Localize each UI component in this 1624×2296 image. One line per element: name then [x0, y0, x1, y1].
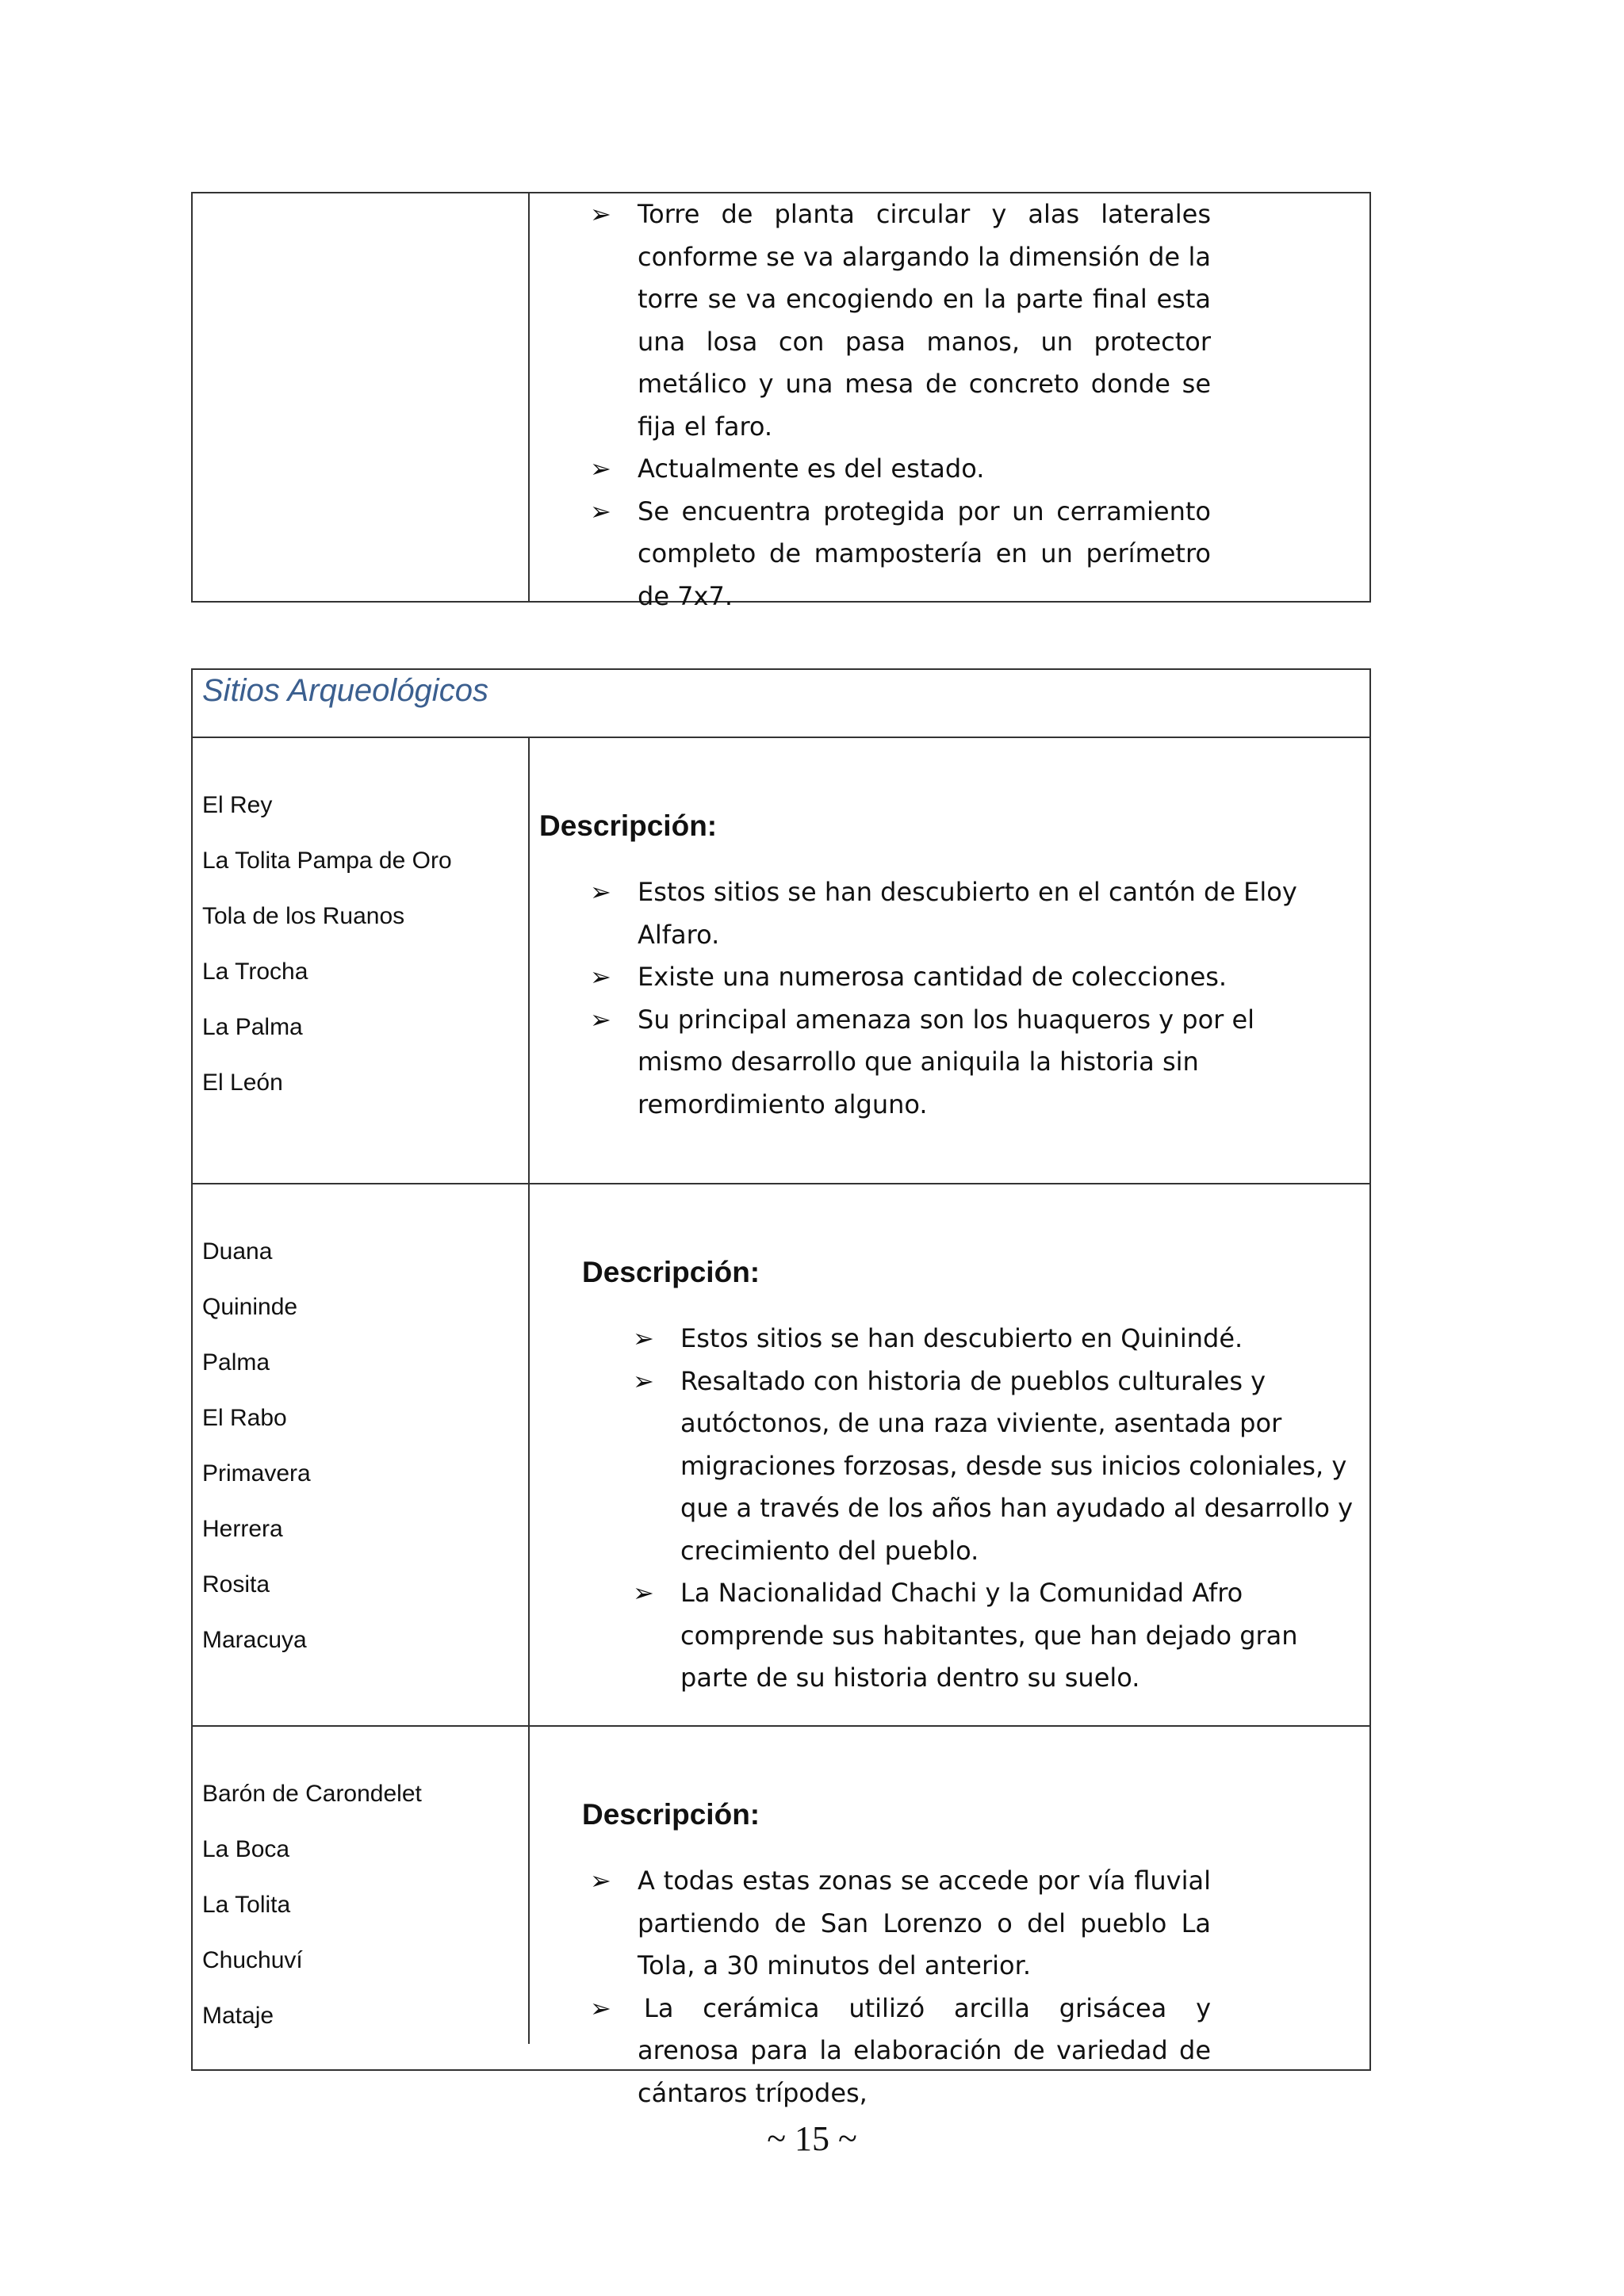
site-name: La Tolita Pampa de Oro: [202, 848, 452, 874]
list-item: ➢ Su principal amenaza son los huaqueros y por el mismo desarrollo que aniquila la historia sin remordimiento alguno.: [638, 999, 1320, 1127]
sites-table: [191, 668, 1371, 2108]
site-name: Maracuya: [202, 1627, 307, 1653]
description-cell: [530, 738, 1369, 1183]
site-names-cell: [193, 1184, 530, 1725]
site-name: Quininde: [202, 1294, 298, 1320]
arrow-bullet-icon: ➢: [590, 199, 611, 229]
site-name: Primavera: [202, 1460, 311, 1487]
top-table-left-cell: [193, 193, 530, 601]
site-name: Herrera: [202, 1516, 283, 1542]
section-title-row: [193, 670, 1369, 737]
site-name: La Trocha: [202, 959, 308, 985]
section-title: Sitios Arqueológicos: [202, 673, 488, 708]
site-names-cell: [193, 1727, 530, 2044]
site-name: Tola de los Ruanos: [202, 903, 405, 929]
site-name: Palma: [202, 1349, 270, 1376]
site-name: La Palma: [202, 1014, 303, 1040]
list-item: ➢ A todas estas zonas se accede por vía fluvial partiendo de San Lorenzo o del pueblo La Tola, a 30 minutos del anterior.: [638, 1860, 1211, 1988]
site-name: La Tolita: [202, 1892, 291, 1918]
arrow-bullet-icon: ➢: [590, 453, 611, 484]
site-name: Barón de Carondelet: [202, 1781, 422, 1807]
site-name: Rosita: [202, 1571, 270, 1598]
site-name: Mataje: [202, 2003, 274, 2029]
top-table: [191, 192, 1371, 611]
description-heading: Descripción:: [582, 1256, 760, 1288]
site-name: Chuchuví: [202, 1947, 303, 1973]
arrow-bullet-icon: ➢: [590, 1004, 611, 1035]
description-heading: Descripción:: [539, 809, 718, 842]
list-item: ➢ La Nacionalidad Chachi y la Comunidad Afro comprende sus habitantes, que han dejado gran parte de su historia dentro su suelo.: [680, 1572, 1346, 1700]
arrow-bullet-icon: ➢: [633, 1578, 654, 1608]
list-item: ➢ Resaltado con historia de pueblos culturales y autóctonos, de una raza viviente, asentada por migraciones forzosas, desde sus inicios coloniales, y que a través de los años han ayudado al desarrollo y crecimiento del pueblo.: [680, 1360, 1372, 1573]
arrow-bullet-icon: ➢: [633, 1365, 654, 1396]
arrow-bullet-icon: ➢: [590, 496, 611, 526]
list-item: ➢ Estos sitios se han descubierto en Quinindé.: [680, 1318, 1372, 1360]
list-item: ➢ Torre de planta circular y alas laterales conforme se va alargando la dimensión de la torre se va encogiendo en la parte final esta una losa con pasa manos, un protector metálico y una mesa de concreto donde se fija el faro.: [638, 193, 1211, 448]
top-table-right-cell: [530, 193, 1369, 611]
arrow-bullet-icon: ➢: [590, 877, 611, 907]
arrow-bullet-icon: ➢: [590, 1992, 611, 2023]
site-name: La Boca: [202, 1836, 290, 1862]
list-item: ➢ Actualmente es del estado.: [638, 448, 1211, 491]
list-item: ➢ Estos sitios se han descubierto en el cantón de Eloy Alfaro.: [638, 871, 1367, 956]
site-name: El Rey: [202, 792, 273, 818]
list-item: ➢ Existe una numerosa cantidad de colecciones.: [638, 956, 1367, 999]
page-number: ~ 15 ~: [767, 2119, 857, 2158]
arrow-bullet-icon: ➢: [590, 1866, 611, 1896]
arrow-bullet-icon: ➢: [633, 1323, 654, 1353]
arrow-bullet-icon: ➢: [590, 962, 611, 992]
top-table-row: [193, 193, 1369, 611]
description-cell: [530, 1184, 1369, 1725]
list-item: ➢ Se encuentra protegida por un cerramiento completo de mampostería en un perímetro de 7x7.: [638, 491, 1211, 618]
site-name: El Rabo: [202, 1405, 287, 1431]
description-cell: [530, 1727, 1369, 2108]
list-item: ➢ La cerámica utilizó arcilla grisácea y arenosa para la elaboración de variedad de cántaros trípodes,: [638, 1988, 1211, 2115]
table-row: [193, 1725, 1369, 2108]
table-row: [193, 1183, 1369, 1725]
description-heading: Descripción:: [582, 1798, 760, 1831]
site-name: Duana: [202, 1238, 273, 1265]
site-name: El León: [202, 1070, 283, 1096]
site-names-cell: [193, 738, 530, 1183]
table-row: [193, 737, 1369, 1183]
